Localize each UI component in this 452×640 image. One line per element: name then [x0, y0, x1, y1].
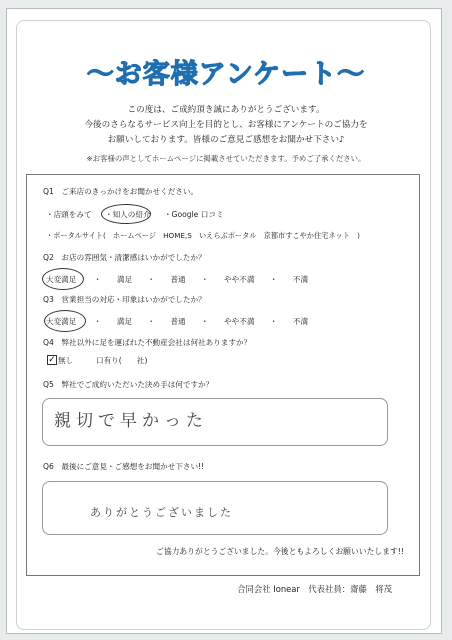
q3-option-somewhat-dissatisfied[interactable]: やや不満	[224, 317, 255, 326]
q1-option-portal-site[interactable]: ・ポータルサイト( ホームページ HOME,S いえらぶポータル 京都市すこやか住宅ネット )	[46, 231, 360, 240]
q2-option-dissatisfied[interactable]: 不満	[292, 275, 309, 284]
q2-option-very-satisfied[interactable]: 大変満足	[46, 275, 77, 284]
q3-option-dissatisfied[interactable]: 不満	[292, 317, 309, 326]
q2-option-somewhat-dissatisfied[interactable]: やや不満	[224, 275, 255, 284]
q2-question: Q2 お店の雰囲気・清潔感はいかがでしたか？	[43, 253, 206, 262]
separator: ・	[201, 317, 209, 326]
q1-option-referral[interactable]: ・知人の紹介	[104, 210, 151, 219]
q3-option-satisfied[interactable]: 満足	[116, 317, 132, 326]
q1-option-google-reviews[interactable]: ・Google 口コミ	[163, 210, 224, 219]
q5-question: Q5 弊社でご成約いただいた決め手は何ですか？	[43, 380, 214, 389]
q1-option-storefront[interactable]: ・店頭をみて	[46, 210, 92, 219]
intro-line-2: 今後のさらなるサービス向上を目的とし、お客様にアンケートのご協力を	[84, 120, 368, 130]
separator: ・	[147, 275, 156, 284]
publication-note: ※お客様の声としてホームページに掲載させていただきます。予めご了承ください。	[86, 154, 366, 163]
intro-line-3: お願いしております。皆様のご意見ご感想をお聞かせ下さい♪	[107, 135, 345, 145]
q4-option-none: 無し	[58, 356, 74, 365]
q2-option-neutral[interactable]: 普通	[170, 275, 186, 284]
q1-circle-mark	[101, 204, 151, 224]
q1-question: Q1 ご来店のきっかけをお聞かせください。	[43, 187, 199, 196]
separator: ・	[93, 317, 102, 326]
intro-line-1: この度は、ご成約頂き誠にありがとうございます。	[127, 105, 325, 115]
q5-handwritten-answer: 親切で早かった	[54, 411, 208, 431]
q4-question: Q4 弊社以外に足を運ばれた不動産会社は何社ありますか？	[43, 338, 252, 347]
q2-circle-mark	[42, 268, 84, 290]
closing-message: ご協力ありがとうございました。今後ともよろしくお願いいたします!!	[156, 547, 404, 556]
q4-option-yes[interactable]: 口有り( 社)	[96, 356, 148, 365]
q3-option-neutral[interactable]: 普通	[170, 317, 186, 326]
separator: ・	[93, 275, 102, 284]
q3-question: Q3 営業担当の対応・印象はいかがでしたか？	[43, 295, 206, 304]
separator: ・	[147, 317, 156, 326]
q3-option-very-satisfied[interactable]: 大変満足	[46, 317, 77, 326]
separator: ・	[201, 275, 209, 284]
q6-handwritten-answer: ありがとうございました	[90, 506, 233, 519]
intro-text	[0, 103, 452, 148]
company-footer: 合同会社 Ionear 代表社員：齋藤 将茂	[237, 584, 392, 594]
q2-option-satisfied[interactable]: 満足	[116, 275, 132, 284]
q2-options	[46, 274, 311, 285]
separator: ・	[269, 317, 278, 326]
page-title: ～お客様アンケート～	[86, 59, 366, 90]
q6-question: Q6 最後にご意見・ご感想をお聞かせ下さい!!	[43, 462, 205, 471]
q4-checkbox-none[interactable]: ✓	[48, 355, 56, 365]
q3-circle-mark	[44, 310, 86, 332]
separator: ・	[269, 275, 278, 284]
